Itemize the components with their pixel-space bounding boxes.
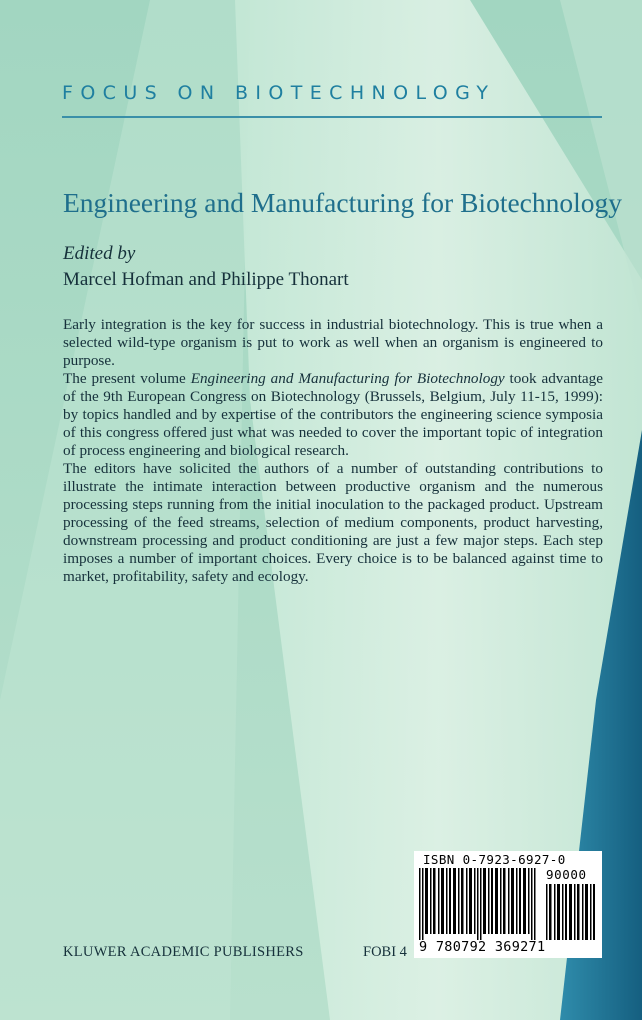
publisher-name: KLUWER ACADEMIC PUBLISHERS (63, 944, 304, 960)
book-title: Engineering and Manufacturing for Biotechnology (63, 187, 623, 218)
edited-by-label: Edited by (63, 243, 136, 264)
ean-bars (419, 868, 536, 940)
blurb-paragraph-2 (63, 370, 603, 460)
addon-bars (546, 884, 595, 940)
editors-names: Marcel Hofman and Philippe Thonart (63, 269, 349, 290)
blurb-text (63, 316, 603, 586)
isbn-barcode (414, 851, 602, 958)
series-title: FOCUS ON BIOTECHNOLOGY (62, 82, 496, 104)
isbn-number: ISBN 0-7923-6927-0 (423, 852, 566, 867)
blurb-paragraph-3: The editors have solicited the authors of a number of outstanding contributions to illustrate the intimate interaction between productive organism and the numerous processing steps running from the initial inoculation to the packaged product. Upstream processing of the feed streams, selection of medium components, product harvesting, downstream processing and product conditioning are just a few major steps. Each step imposes a number of important choices. Every choice is to be balanced against time to market, profitability, safety and ecology. (63, 460, 603, 585)
blurb-p2-lead: The present volume (63, 370, 191, 387)
series-divider (62, 116, 602, 118)
blurb-paragraph-1: Early integration is the key for success in industrial biotechnology. This is true when a selected wild-type organism is put to work as well when an organism is engineered to purpose. (63, 316, 603, 369)
blurb-p2-volume-title: Engineering and Manufacturing for Biotechnology (190, 370, 505, 387)
series-number: FOBI 4 (363, 944, 407, 960)
ean-number: 9 780792 369271 (419, 939, 546, 955)
price-addon-number: 90000 (546, 867, 587, 882)
blurb-p2-rest: took advantage of the 9th European Congress on Biotechnology (Brussels, Belgium, July 11-15, 1999): by topics handled and by expertise of the contributors the engineering science symposia of this congress offered just what was needed to cover the important topic of integration of process engineering and biological research. (63, 370, 604, 459)
